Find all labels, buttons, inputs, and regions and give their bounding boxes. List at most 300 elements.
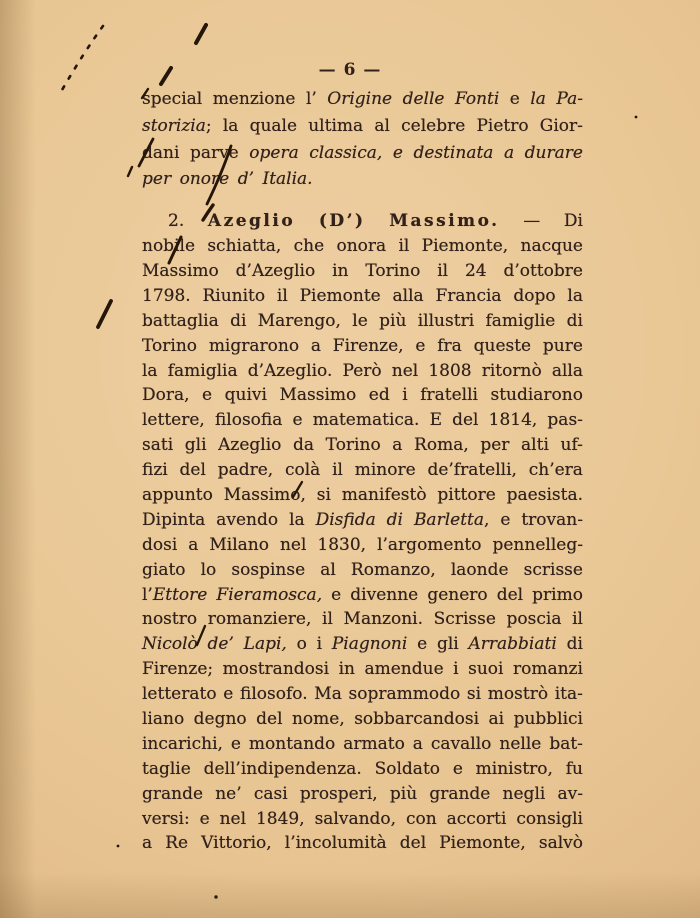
text-run: d’ottobre (503, 260, 583, 281)
word (428, 361, 471, 381)
text-run: di (230, 310, 247, 331)
text-line (142, 460, 583, 485)
text-run: per (480, 435, 510, 456)
text-run: Massimo (142, 260, 219, 281)
word (427, 585, 487, 605)
word (437, 485, 495, 505)
text-line (142, 809, 583, 834)
word (524, 560, 583, 580)
word (188, 535, 198, 555)
word (256, 809, 305, 829)
text-line (142, 410, 583, 435)
text-run: l’incolumità (284, 833, 387, 854)
word (320, 560, 336, 580)
word (349, 684, 461, 704)
word (194, 709, 247, 729)
word (439, 833, 526, 853)
word (567, 634, 583, 654)
word (309, 143, 382, 163)
text-run: Barletta (413, 509, 484, 530)
word (142, 609, 197, 629)
word (543, 336, 583, 356)
text-line (142, 634, 583, 659)
word (277, 286, 288, 306)
text-run: alti (521, 435, 549, 456)
text-run: Soldato (374, 758, 441, 779)
word (231, 734, 241, 754)
text-line (142, 759, 583, 784)
word (557, 784, 582, 804)
text-run: del (399, 833, 427, 854)
text-run: ai (488, 709, 505, 729)
word (142, 659, 213, 679)
text-line (142, 659, 583, 684)
text-run: del (256, 709, 283, 729)
text-run: Romanzo, (350, 559, 436, 580)
text-run: fu (565, 758, 583, 779)
word (230, 311, 246, 331)
text-run: onora (336, 236, 387, 257)
word (327, 89, 392, 109)
word (513, 286, 555, 306)
text-line (142, 510, 583, 535)
text-run: dosi (142, 534, 178, 555)
text-run: Azeglio (207, 211, 296, 232)
word (406, 809, 437, 829)
text-run: Lapi, (243, 634, 287, 655)
text-run: nel (279, 534, 307, 555)
text-run: Ma (314, 684, 342, 705)
text-run: scrisse (523, 559, 583, 580)
word (467, 684, 481, 704)
word (208, 609, 312, 629)
word (300, 286, 381, 306)
word (364, 659, 443, 679)
text-run: casi (253, 783, 288, 804)
text-line (142, 311, 583, 336)
text-run: nel (219, 808, 247, 829)
word (549, 734, 583, 754)
word (521, 435, 549, 455)
text-run: la (530, 89, 546, 109)
text-run: famiglia (167, 360, 238, 381)
text-run: di (566, 634, 583, 655)
word (236, 261, 316, 281)
word (142, 460, 168, 480)
text-run: celebre (401, 115, 466, 136)
text-run: i (453, 659, 459, 680)
text-run: e (331, 584, 342, 605)
word (430, 410, 442, 430)
word (209, 336, 299, 356)
text-run: i (402, 385, 408, 406)
word (142, 143, 179, 163)
word (142, 709, 184, 729)
word (566, 759, 583, 779)
text-run: che (293, 236, 325, 257)
word (142, 169, 171, 189)
word (453, 659, 458, 679)
text-line (142, 709, 583, 734)
text-run: ch’era (528, 460, 583, 481)
word (292, 709, 345, 729)
word (254, 784, 288, 804)
text-run: 1798. (142, 285, 191, 306)
text-run: salvò (538, 833, 583, 854)
word (489, 410, 538, 430)
text-run: migrarono (208, 335, 300, 356)
word (437, 336, 462, 356)
text-run: Dipinta (142, 509, 206, 530)
text-run: ultima (308, 115, 364, 136)
text-run: pittore (437, 484, 496, 505)
text-run: e (417, 634, 428, 655)
text-run: Fieramosca, (216, 584, 323, 605)
text-line (142, 385, 583, 410)
word (572, 609, 583, 629)
text-run: di (566, 310, 583, 331)
text-run: pennelleg- (492, 534, 583, 555)
text-run: incarichi, (142, 733, 223, 754)
text-run: alla (551, 360, 583, 381)
text-run: e (509, 89, 520, 109)
text-run: accorti (446, 808, 507, 829)
text-run: dani (142, 142, 180, 163)
word (142, 361, 158, 381)
text-run: per (142, 169, 172, 190)
word (201, 560, 217, 580)
dot-bottom-center-icon (214, 895, 217, 898)
text-run: Di (563, 211, 583, 232)
word (208, 211, 295, 231)
text-run: l’ (305, 89, 317, 109)
word (414, 510, 489, 530)
word (355, 460, 416, 480)
word (513, 659, 583, 679)
word (317, 485, 331, 505)
word (499, 734, 541, 754)
text-run: Re (165, 833, 189, 854)
text-run: alla (392, 285, 424, 306)
text-run: colà (284, 460, 321, 481)
word (142, 410, 205, 430)
text-run: grande (429, 783, 491, 804)
text-run: da (293, 435, 315, 456)
word (248, 361, 333, 381)
text-run: le (352, 310, 368, 331)
text-run: armato (343, 733, 405, 754)
word (238, 169, 254, 189)
text-run: Pietro (476, 115, 529, 136)
word (142, 336, 197, 356)
word (403, 89, 445, 109)
word (504, 143, 514, 163)
word (555, 684, 583, 704)
word (311, 336, 321, 356)
text-run: si (466, 684, 482, 705)
word (365, 261, 420, 281)
word (231, 560, 305, 580)
dot-right-margin-icon (635, 116, 638, 119)
text-run: nobile (142, 236, 196, 257)
word (414, 435, 469, 455)
text-run: paesista. (506, 484, 583, 505)
word (142, 833, 152, 853)
text-run: romanzi (512, 659, 583, 680)
text-run: Milano (209, 534, 269, 555)
text-run: in (338, 659, 355, 680)
text-run: l’argomento (377, 534, 482, 555)
text-run: montando (248, 733, 336, 754)
word (249, 143, 298, 163)
text-run: la (289, 509, 305, 530)
text-run: parve (189, 142, 239, 163)
text-run: d’Azeglio. (247, 360, 333, 381)
word (500, 510, 510, 530)
text-run: Arrabbiati (468, 634, 557, 655)
word (567, 311, 583, 331)
text-run: consigli (516, 808, 583, 829)
word (258, 311, 341, 331)
text-run: d’ (237, 169, 254, 190)
text-run: 24 (464, 260, 487, 281)
word (223, 659, 329, 679)
word (142, 585, 207, 605)
word (344, 609, 423, 629)
text-run: menzione (212, 89, 296, 109)
text-run: nostro (142, 609, 198, 630)
text-run: Manzoni. (343, 609, 424, 630)
word (142, 684, 217, 704)
word (200, 809, 210, 829)
word (223, 684, 233, 704)
text-line (142, 169, 583, 196)
text-run: a (142, 833, 153, 854)
text-run: il (572, 609, 583, 630)
word (393, 286, 424, 306)
text-run: de’ (207, 634, 234, 655)
word (490, 385, 583, 405)
word (352, 311, 368, 331)
text-run: schiatta, (207, 236, 282, 257)
word (507, 485, 583, 505)
text-run: e (202, 385, 213, 406)
word (437, 634, 459, 654)
text-run: del (452, 410, 479, 431)
text-run: filosofia (214, 410, 283, 431)
word (552, 361, 583, 381)
word (223, 116, 239, 136)
text-run: ministro, (475, 758, 553, 779)
text-run: e (415, 335, 426, 356)
paragraph-entry-azeglio (142, 211, 583, 858)
word (350, 585, 418, 605)
word (326, 435, 381, 455)
word (190, 143, 239, 163)
word (434, 609, 496, 629)
word (256, 709, 282, 729)
word (468, 659, 503, 679)
word (398, 236, 409, 256)
word (142, 535, 177, 555)
text-run: battaglia (142, 310, 219, 331)
text-run: Fonti (454, 89, 500, 109)
text-line (142, 435, 583, 460)
word (142, 510, 205, 530)
text-run: suoi (468, 659, 504, 680)
text-run: in (332, 260, 349, 281)
word (308, 116, 363, 136)
text-run: dopo (513, 285, 556, 306)
word (392, 361, 418, 381)
text-run: Italia. (262, 169, 313, 190)
text-run: onore (179, 169, 230, 190)
text-run: appunto (142, 484, 213, 505)
text-run: poscia (506, 609, 562, 630)
word (465, 261, 487, 281)
word (218, 460, 274, 480)
word (142, 485, 213, 505)
text-line (142, 560, 583, 585)
text-run: durare (524, 142, 583, 163)
word (402, 385, 407, 405)
text-run: 1808 (428, 360, 472, 381)
word (561, 435, 583, 455)
text-run: Massimo (279, 385, 357, 406)
word (293, 435, 314, 455)
word (215, 784, 241, 804)
word (333, 336, 404, 356)
text-run: si (316, 484, 331, 505)
text-run: taglie (142, 758, 191, 779)
word (422, 236, 509, 256)
text-run: Firenze; (142, 659, 214, 680)
word (142, 560, 186, 580)
text-line (142, 336, 583, 361)
word (201, 833, 272, 853)
text-line (142, 261, 583, 286)
word (165, 833, 188, 853)
text-run: negli (502, 783, 546, 804)
text-run: Torino (142, 335, 198, 356)
word (313, 410, 420, 430)
text-line (142, 585, 583, 610)
text-run: fra (437, 335, 462, 356)
word (332, 460, 343, 480)
text-run: famiglie (485, 310, 556, 331)
word (469, 634, 557, 654)
text-run: matematica. (312, 410, 420, 431)
text-run: dell’indipendenza. (203, 758, 362, 779)
text-run: padre, (217, 460, 274, 481)
word (220, 809, 246, 829)
word (447, 809, 507, 829)
text-run: con (406, 808, 437, 829)
word (389, 211, 499, 231)
text-run: d’Azeglio (235, 260, 316, 281)
word (521, 510, 583, 530)
page-number: — 6 — (318, 60, 382, 80)
word (427, 460, 517, 480)
text-run: Piemonte, (421, 236, 509, 257)
text-run: a (310, 335, 321, 356)
word (250, 116, 297, 136)
text-run: studiarono (490, 385, 583, 406)
word (435, 286, 501, 306)
text-run: sospinse (231, 559, 306, 580)
word (369, 385, 390, 405)
word (476, 759, 553, 779)
word (530, 89, 546, 109)
word (489, 709, 505, 729)
text-run: fizi (142, 460, 168, 481)
text-run: quivi (224, 385, 267, 406)
word (453, 759, 463, 779)
text-run: destinata (413, 142, 494, 163)
text-run: Roma, (414, 435, 469, 456)
word (420, 385, 478, 405)
word (142, 261, 219, 281)
word (507, 609, 562, 629)
text-run: manifestò (341, 484, 427, 505)
text-run: 1814, (488, 410, 538, 431)
stroke-on-battaglia-b-icon (98, 301, 111, 327)
word (293, 410, 303, 430)
word (216, 510, 278, 530)
word (492, 535, 582, 555)
word (413, 143, 493, 163)
word (202, 286, 265, 306)
word (317, 535, 366, 555)
word (180, 169, 230, 189)
text-run: Gior- (539, 115, 583, 136)
word (390, 784, 417, 804)
word (185, 435, 207, 455)
word (314, 684, 342, 704)
text-run: Torino (325, 435, 381, 456)
word (213, 89, 296, 109)
word (488, 684, 548, 704)
word (413, 734, 423, 754)
text-line (142, 485, 583, 510)
word (142, 784, 203, 804)
word (567, 286, 583, 306)
text-run: Nicolò (142, 634, 198, 655)
word (523, 211, 540, 231)
text-run: delle (402, 89, 445, 109)
text-run: il (276, 285, 288, 306)
text-run: pubblici (513, 709, 583, 729)
text-run: fratelli (420, 385, 478, 406)
word (431, 734, 492, 754)
word (297, 634, 307, 654)
text-run: Disfida (315, 509, 376, 530)
word (142, 236, 195, 256)
text-run: mostrò (487, 684, 549, 705)
text-run: salvando, (314, 808, 397, 829)
text-run: del (496, 584, 524, 605)
text-line (142, 89, 583, 116)
text-run: Pa- (556, 89, 583, 109)
word (215, 410, 282, 430)
text-run: a (412, 733, 423, 754)
word (289, 510, 305, 530)
word (525, 143, 583, 163)
word (142, 734, 223, 754)
text-run: e (223, 684, 234, 705)
text-run: e (500, 509, 511, 530)
word (142, 759, 191, 779)
